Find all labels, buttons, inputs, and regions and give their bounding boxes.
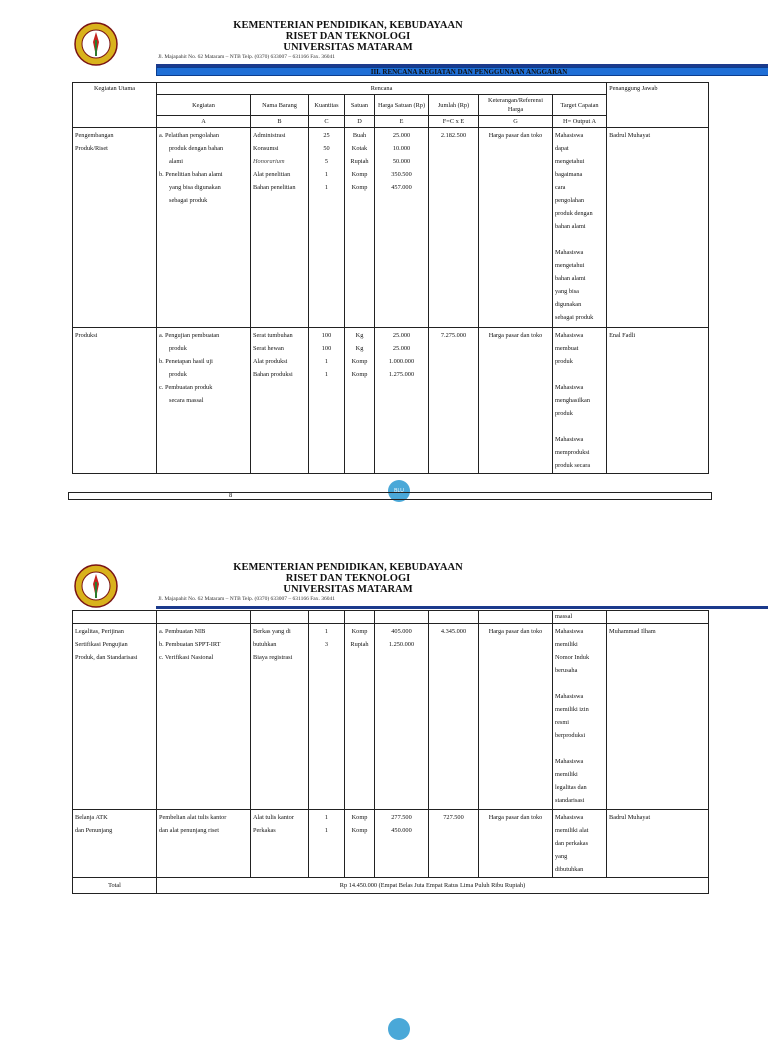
table-row — [73, 624, 709, 810]
page-footer — [68, 492, 712, 500]
cell-utama: Legalitas, Perijinan Sertifikasi Pengujian Produk, dan Standarisasi — [73, 624, 157, 810]
cell-target: Mahasiswa dapat mengetahui bagaimana cara pengolahan produk dengan bahan alami Mahasiswa mengetahui bahan alami yang bisa digunakan sebagai produk — [553, 128, 607, 328]
cell-target: massal — [553, 611, 607, 624]
header-rule — [156, 606, 768, 609]
letterhead — [70, 20, 710, 80]
section-title: III. RENCANA KEGIATAN DAN PENGGUNAAN ANGGARAN — [156, 67, 768, 76]
cell-kegiatan: a. Pelatihan pengolahan produk dengan bahan alami b. Penelitian bahan alami yang bisa digunakan sebagai produk — [157, 128, 251, 328]
cell-jumlah: 2.182.500 — [429, 128, 479, 328]
cell-harga: 405.000 1.250.000 — [375, 624, 429, 810]
table-row — [73, 328, 709, 474]
cell-keterangan: Harga pasar dan toko — [479, 328, 553, 474]
budget-table-continued — [72, 610, 709, 894]
col-target: Target Capaian — [553, 95, 607, 116]
col-jumlah: Jumlah (Rp) — [429, 95, 479, 116]
institution-name: KEMENTERIAN PENDIDIKAN, KEBUDAYAAN RISET DAN TEKNOLOGI UNIVERSITAS MATARAM — [233, 562, 463, 595]
cell-kuantitas: 25 50 5 1 1 — [309, 128, 345, 328]
cell-utama: Belanja ATK dan Penunjang — [73, 810, 157, 878]
total-value: Rp 14.450.000 (Empat Belas Juta Empat Ratus Lima Puluh Ribu Rupiah) — [157, 878, 709, 894]
col-satuan: Satuan — [345, 95, 375, 116]
table-row — [73, 810, 709, 878]
col-kuantitas: Kuantitas — [309, 95, 345, 116]
header-row-1 — [73, 83, 709, 95]
address: Jl. Majapahit No. 62 Mataram – NTB Telp. (0370) 633007 – 631166 Fax. 36041 — [158, 596, 335, 602]
col-rencana: Rencana — [157, 83, 607, 95]
cell-satuan: Buah Kotak Rupiah Komp Komp — [345, 128, 375, 328]
cell-utama: Pengembangan Produk/Riset — [73, 128, 157, 328]
cell-kuantitas: 1 3 — [309, 624, 345, 810]
cell-utama: Produksi — [73, 328, 157, 474]
col-kegiatan-utama: Kegiatan Utama — [73, 83, 157, 128]
carry-over-row — [73, 611, 709, 624]
col-keterangan: Keterangan/Referensi Harga — [479, 95, 553, 116]
cell-satuan: Komp Komp — [345, 810, 375, 878]
letter-a: A — [157, 116, 251, 128]
letter-g: G — [479, 116, 553, 128]
cell-keterangan: Harga pasar dan toko — [479, 810, 553, 878]
cell-barang: Alat tulis kantor Perkakas — [251, 810, 309, 878]
col-kegiatan: Kegiatan — [157, 95, 251, 116]
cell-jumlah: 4.345.000 — [429, 624, 479, 810]
cell-barang: Serat tumbuhan Serat hewan Alat produksi Bahan produksi — [251, 328, 309, 474]
cell-kegiatan: a. Pembuatan NIB b. Pembuatan SPPT-IRT c. Verifikasi Nasional — [157, 624, 251, 810]
col-penanggung-jawab: Penanggung Jawab — [607, 83, 709, 128]
col-nama-barang: Nama Barang — [251, 95, 309, 116]
letter-c: C — [309, 116, 345, 128]
letter-d: D — [345, 116, 375, 128]
letter-b: B — [251, 116, 309, 128]
table-row — [73, 128, 709, 328]
cell-satuan: Komp Rupiah — [345, 624, 375, 810]
budget-table — [72, 82, 709, 474]
cell-keterangan: Harga pasar dan toko — [479, 624, 553, 810]
cell-target: Mahasiswa memiliki Nomor Induk berusaha Mahasiswa memiliki izin resmi berproduksi Mahasiswa memiliki legalitas dan standarisasi — [553, 624, 607, 810]
cell-target: Mahasiswa membuat produk Mahasiswa menghasilkan produk Mahasiswa memproduksi produk secara — [553, 328, 607, 474]
letter-f: F=C x E — [429, 116, 479, 128]
institution-name: KEMENTERIAN PENDIDIKAN, KEBUDAYAAN RISET DAN TEKNOLOGI UNIVERSITAS MATARAM — [233, 20, 463, 53]
letter-e: E — [375, 116, 429, 128]
page-number: 8 — [229, 492, 233, 499]
university-logo-icon — [74, 22, 118, 66]
cell-barang: Berkas yang di butuhkan Biaya registrasi — [251, 624, 309, 810]
cell-jumlah: 7.275.000 — [429, 328, 479, 474]
total-label: Total — [73, 878, 157, 894]
address: Jl. Majapahit No. 62 Mataram – NTB Telp. (0370) 633007 – 631166 Fax. 36041 — [158, 54, 335, 60]
cell-kuantitas: 1 1 — [309, 810, 345, 878]
total-row — [73, 878, 709, 894]
blu-badge-icon: BLU — [388, 480, 410, 502]
blu-badge-icon — [388, 1018, 410, 1040]
cell-pj: Badrul Muhayat — [607, 128, 709, 328]
cell-barang: Administrasi Konsumsi Honorarium Alat penelitian Bahan penelitian — [251, 128, 309, 328]
cell-kegiatan: a. Pengujian pembuatan produk b. Penetapan hasil uji produk c. Pembuatan produk secara massal — [157, 328, 251, 474]
cell-kegiatan: Pembelian alat tulis kantor dan alat penunjang riset — [157, 810, 251, 878]
cell-harga: 25.000 10.000 50.000 350.500 457.000 — [375, 128, 429, 328]
cell-satuan: Kg Kg Komp Komp — [345, 328, 375, 474]
cell-harga: 25.000 25.000 1.000.000 1.275.000 — [375, 328, 429, 474]
cell-harga: 277.500 450.000 — [375, 810, 429, 878]
cell-kuantitas: 100 100 1 1 — [309, 328, 345, 474]
col-harga-satuan: Harga Satuan (Rp) — [375, 95, 429, 116]
cell-pj: Badrul Muhayat — [607, 810, 709, 878]
cell-pj: Muhammad Ilham — [607, 624, 709, 810]
cell-pj: Enal Fadli — [607, 328, 709, 474]
letter-h: H= Output A — [553, 116, 607, 128]
cell-jumlah: 727.500 — [429, 810, 479, 878]
university-logo-icon — [74, 564, 118, 608]
cell-target: Mahasiswa memiliki alat dan perkakas yang dibutuhkan — [553, 810, 607, 878]
cell-keterangan: Harga pasar dan toko — [479, 128, 553, 328]
